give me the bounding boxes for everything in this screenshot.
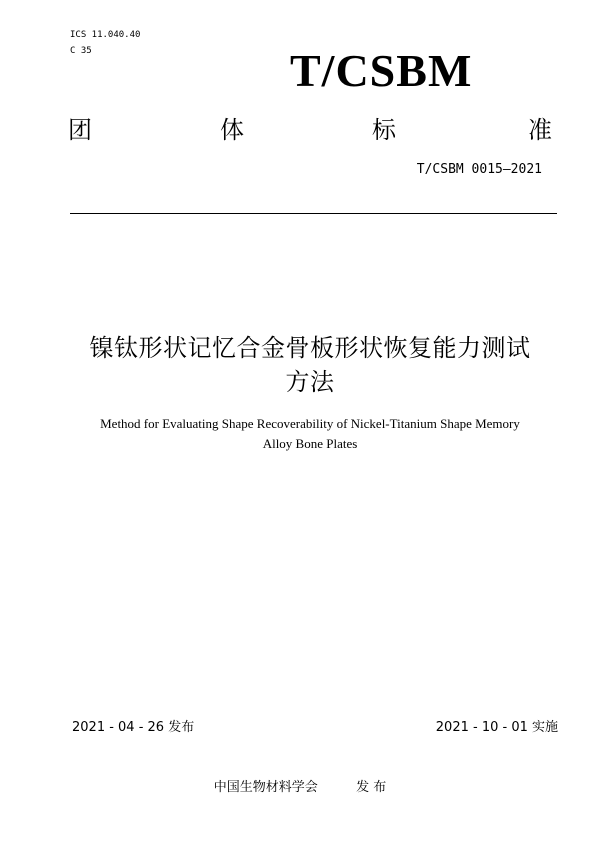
title-cn bbox=[60, 331, 560, 399]
standard-code: T/CSBM 0015—2021 bbox=[416, 162, 542, 177]
title-en-line: Method for Evaluating Shape Recoverability of Nickel-Titanium Shape Memory bbox=[100, 416, 520, 431]
ccs-code: C 35 bbox=[70, 46, 92, 56]
publisher: 中国生物材料学会 bbox=[213, 780, 318, 795]
standard-logo: T/CSBM bbox=[290, 45, 473, 96]
title-cn-line: 方法 bbox=[285, 368, 335, 396]
implement-date: 2021 - 10 - 01 实施 bbox=[435, 720, 558, 735]
title-cn-line: 镍钛形状记忆合金骨板形状恢复能力测试 bbox=[89, 334, 531, 362]
issue-date: 2021 - 04 - 26 发布 bbox=[72, 720, 195, 735]
title-en bbox=[60, 414, 560, 454]
title-en-line: Alloy Bone Plates bbox=[262, 436, 358, 451]
divider bbox=[70, 213, 557, 214]
standard-type-char: 标 bbox=[372, 116, 396, 144]
publisher-line bbox=[0, 776, 600, 795]
ics-code: ICS 11.040.40 bbox=[70, 30, 141, 40]
standard-type-char: 体 bbox=[220, 116, 244, 144]
standard-type-char: 准 bbox=[528, 116, 552, 144]
standard-type-char: 团 bbox=[68, 116, 92, 144]
publish-label: 发 布 bbox=[356, 780, 387, 795]
